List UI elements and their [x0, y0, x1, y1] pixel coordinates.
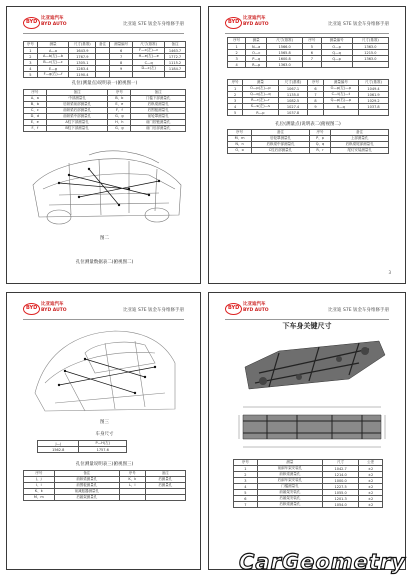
cargeometry-watermark: CarGeometry: [238, 550, 406, 574]
table-row: A、a 中部测量孔 B、b 门槛下部测量孔: [24, 96, 186, 102]
table-row: 4 E—g 1283.4 9 D—c(左) 1184.7: [24, 66, 186, 72]
table-row: M、m 后悬架测量孔: [24, 495, 186, 501]
car-body-side-figure: [25, 323, 185, 415]
table-row: 3 P—q 1600.8 7 Q—p 1363.0: [228, 56, 389, 62]
table-row: J、j 前纵梁测量孔 K、k 后测量孔: [24, 477, 186, 483]
table-row: 1 前副车架安装孔 1042.7 ±2: [234, 466, 383, 472]
brand-name: 比亚迪汽车 BYD AUTO: [41, 302, 67, 313]
hole-description-table-2: 序号 备注 序号 备注 M、m 后轮罩测量孔 P、p 上部测量孔 N、n 后纵梁中部测量孔 Q、q 后纵梁尾部测量孔 O、o C柱后部测量孔 R、r 尾灯安装测量孔: [227, 129, 389, 154]
page-header: [225, 15, 389, 34]
table-row: 5 F—g(右)—f 1190.4: [24, 72, 186, 78]
table-row: M、m 后轮罩测量孔 P、p 上部测量孔: [228, 136, 389, 142]
table-row: B、b 后纵梁前部测量孔 E、e 后纵梁测量孔: [24, 102, 186, 108]
page-header: [23, 301, 184, 320]
header-title: 比亚迪 S7E 钣金车身维修手册: [123, 22, 184, 27]
brand-logo: BYD: [23, 303, 40, 315]
table-row: 2 A—b(左)—b 1767.9 7 H—e(左)—e 1772.7: [24, 54, 186, 60]
section-title: 孔位(测量点)说明表一(俯视图一): [71, 81, 138, 86]
table-row: 5 R—p 1037.8: [228, 110, 389, 116]
table-row: F、f B柱下部测量孔 G、g 前门后部测量孔: [24, 126, 186, 132]
header-title: 比亚迪 S7E 钣金车身维修手册: [328, 22, 389, 27]
table-row: 2 前纵梁测量孔 1214.0 ±2: [234, 472, 383, 478]
figure-caption: 图二: [100, 236, 109, 241]
hole-description-table-3: 序号 备注 序号 备注 J、j 前纵梁测量孔 K、k 后测量孔 I、i 前围板测量孔 L、l 后测量孔 K、k 前减振器测量孔 M、m 后悬架测量孔: [23, 470, 186, 501]
table-row: 4 S—s(左)—s 1027.4 9 R—q 1037.8: [228, 104, 389, 110]
measurement-table-3: 序号 测量 尺寸(基准) 序号 测量编号 尺寸(基准) 1 O—p(左)—p 1067.1 6 O—p(左)—p 1049.4 2 Q—q(左)—q 1135.0 7 C—t(左)—t 1061.9 3 R—r(左)—r 1082.5 8 Q—p(右)—p 1029.2 4 S—s(左)—s 1027.4 9 R—q 1037.8 5 R—p 1037.8: [227, 79, 389, 116]
brand-logo: BYD: [225, 303, 242, 315]
table-row: 3 R—r(左)—r 1082.5 8 Q—p(右)—p 1029.2: [228, 98, 389, 104]
brand-logo: BYD: [225, 17, 242, 29]
underbody-3d-figure: [239, 333, 389, 397]
page-header: [225, 301, 389, 320]
section-title: 孔位测量数据表二(俯视图二): [75, 260, 134, 265]
table-row: 5 前悬架安装孔 1055.0 ±2: [234, 490, 383, 496]
table-row: E、e A柱下部测量孔 H、h 前门铰链测量孔: [24, 120, 186, 126]
section-title: 车身尺寸: [95, 432, 114, 437]
table-row: K、k 前减振器测量孔: [24, 489, 186, 495]
table-row: 2 O—c 1565.8 6 Q—q 1215.0: [228, 50, 389, 56]
brand-name: 比亚迪汽车 BYD AUTO: [41, 16, 67, 27]
page-3: [6, 292, 201, 570]
table-row: 3 后副车架安装孔 1000.0 ±2: [234, 478, 383, 484]
table-row: D、d 前纵梁中部测量孔 G、g 前轮罩测量孔: [24, 114, 186, 120]
hole-description-table-1: 序号 备注 序号 备注 A、a 中部测量孔 B、b 门槛下部测量孔 B、b 后纵梁前部测量孔 E、e 后纵梁测量孔 C、c 前纵梁后部测量孔 F、f 后围板测量孔 D、d 前纵梁中部测量孔 G、g 前轮罩测量孔 E、e A柱下部测量孔 H、h 前门铰链测量孔 F、f B柱下部测量孔 G、g 前门后部测量孔: [23, 89, 186, 132]
table-row: 3 B—c(左)—c 1305.1 8 C—q 1115.2: [24, 60, 186, 66]
table-row: 2 Q—q(左)—q 1135.0 7 C—t(左)—t 1061.9: [228, 92, 389, 98]
page-title: 下车身关键尺寸: [282, 322, 332, 330]
section-title: 孔位测量说明表三(俯视图三): [75, 462, 134, 467]
header-title: 比亚迪 S7E 钣金车身维修手册: [328, 308, 389, 313]
car-body-wireframe-figure: [29, 145, 185, 237]
table-row: 1 A—a 1643.9 6 F—c(左)—c 1463.7: [24, 48, 186, 54]
table-row: I、i 前围板测量孔 L、l 后测量孔: [24, 483, 186, 489]
page-4: [208, 292, 406, 570]
brand-name: 比亚迪汽车 BYD AUTO: [243, 16, 269, 27]
underbody-plan-figure: [237, 401, 387, 453]
table-row: 1 O—p(左)—p 1067.1 6 O—p(左)—p 1049.4: [228, 86, 389, 92]
table-row: 4 门槛测量孔 1227.5 ±2: [234, 484, 383, 490]
key-dimension-table: 序号 测量 尺寸 公差 1 前副车架安装孔 1042.7 ±2 2 前纵梁测量孔 1214.0 ±2 3 后副车架安装孔 1000.0 ±2 4 门槛测量孔 1227.5 ±2 5 前悬架安装孔 1055.0 ±2 6 后悬架安装孔 1201.3 ±2 7 后纵梁测量孔 1054.0 ±2: [233, 459, 383, 508]
brand-logo: BYD: [23, 17, 40, 29]
table-row: 6 后悬架安装孔 1201.3 ±2: [234, 496, 383, 502]
table-row: O、o C柱后部测量孔 R、r 尾灯安装测量孔: [228, 148, 389, 154]
page-header: [23, 15, 184, 34]
table-row: 7 后纵梁测量孔 1054.0 ±2: [234, 502, 383, 508]
brand-name: 比亚迪汽车 BYD AUTO: [243, 302, 269, 313]
measurement-table-2: 序号 测量 尺寸(基准) 序号 测量编号 尺寸(基准) 1 N—a 1566.0 5 O—p 1363.0 2 O—c 1565.8 6 Q—q 1215.0 3 P—q 1600.8 7 Q—p 1363.0 4 R—p 1363.0: [227, 37, 389, 68]
measurement-table-1: 序号 测量 尺寸(基准) 备注 测量编号 尺寸(基准) 备注 1 A—a 1643.9 6 F—c(左)—c 1463.7 2 A—b(左)—b 1767.9 7 H—e(左)—e 1772.7 3 B—c(左)—c 1305.1 8 C—q 1115.2 4 E—g 1283.4 9 D—c(左) 1184.7 5 F—g(右)—f 1190.4: [23, 41, 186, 78]
header-title: 比亚迪 S7E 钣金车身维修手册: [123, 308, 184, 313]
table-row: N、n 后纵梁中部测量孔 Q、q 后纵梁尾部测量孔: [228, 142, 389, 148]
figure-caption: 图三: [100, 420, 109, 425]
table-row: C、c 前纵梁后部测量孔 F、f 后围板测量孔: [24, 108, 186, 114]
page-2: [208, 6, 406, 284]
table-row: 1562.8 1757.6: [38, 447, 127, 453]
page-number: 3: [388, 270, 391, 275]
section-title: 孔位(测量点)说明表二(俯视图二): [275, 122, 341, 127]
table-row: 1 N—a 1566.0 5 O—p 1363.0: [228, 44, 389, 50]
page-1: [6, 6, 201, 284]
table-row: 4 R—p 1363.0: [228, 62, 389, 68]
body-size-table: [37, 440, 127, 453]
table-row: J—j P—H(左): [38, 441, 127, 447]
